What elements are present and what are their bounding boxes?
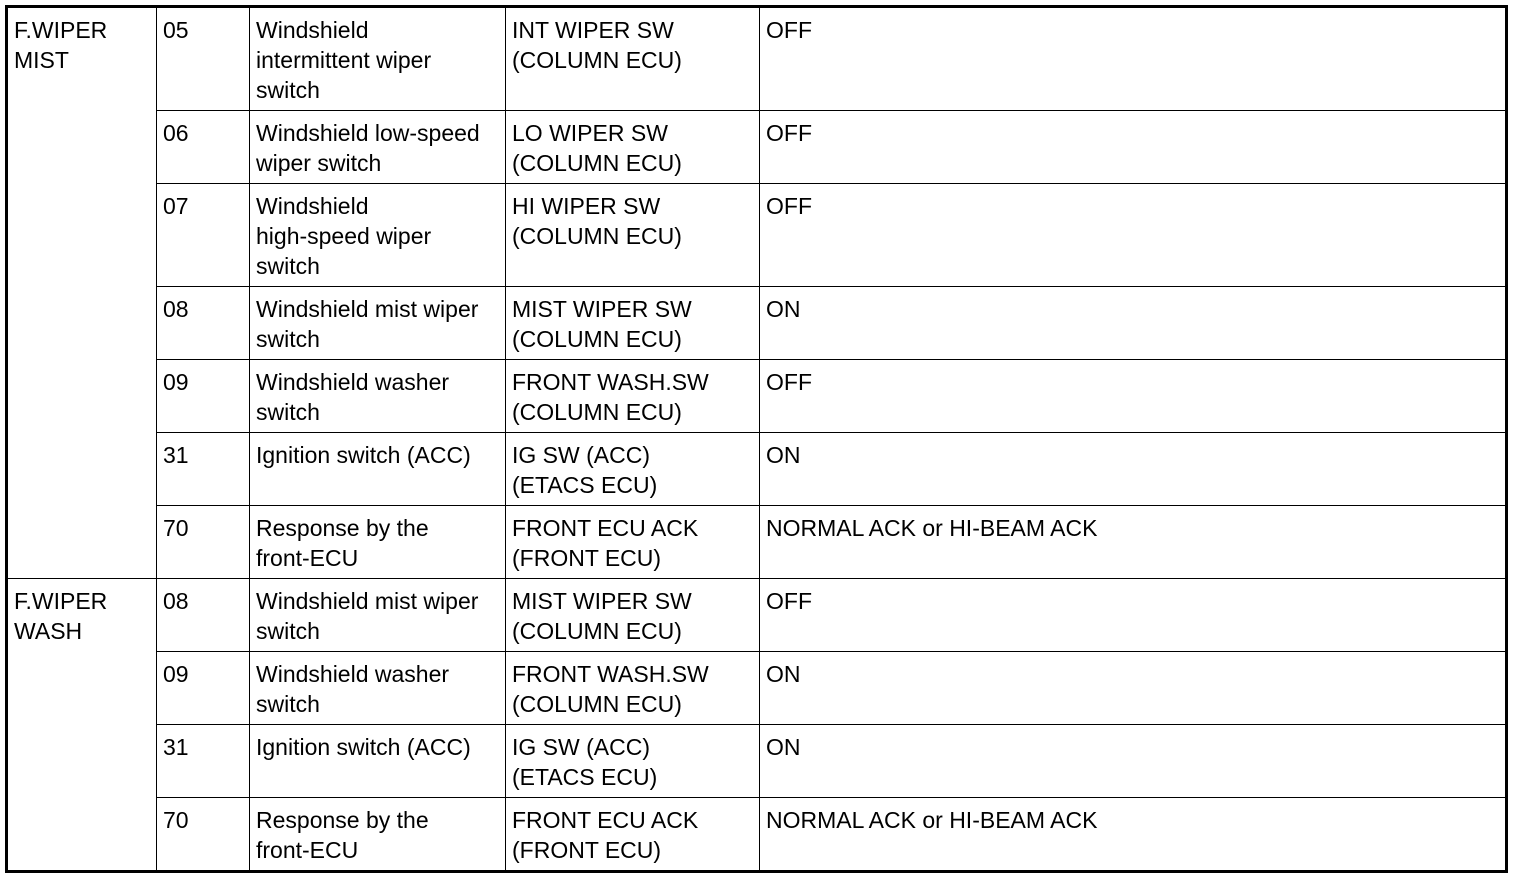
- check-item-line: Ignition switch (ACC): [256, 734, 471, 760]
- signal-line: (COLUMN ECU): [512, 223, 682, 249]
- group-label-line: F.WIPER: [14, 17, 108, 43]
- item-number: 06: [157, 111, 250, 184]
- group-label-line: F.WIPER: [14, 588, 108, 614]
- signal-line: (COLUMN ECU): [512, 47, 682, 73]
- check-item-line: Response by the: [256, 807, 429, 833]
- signal-name: [506, 111, 760, 184]
- check-item-line: Windshield: [256, 193, 369, 219]
- check-item-line: Windshield low-speed: [256, 120, 480, 146]
- check-item-line: Ignition switch (ACC): [256, 442, 471, 468]
- check-item: [250, 725, 506, 798]
- signal-line: FRONT WASH.SW: [512, 661, 709, 687]
- check-item: [250, 111, 506, 184]
- check-item-line: Windshield: [256, 17, 369, 43]
- table-row: [7, 111, 1507, 184]
- table-row: [7, 506, 1507, 579]
- signal-line: (COLUMN ECU): [512, 399, 682, 425]
- signal-line: (FRONT ECU): [512, 545, 662, 571]
- signal-line: (COLUMN ECU): [512, 326, 682, 352]
- check-item: [250, 579, 506, 652]
- table-row: [7, 725, 1507, 798]
- item-number: 09: [157, 652, 250, 725]
- group-label-cell: [7, 7, 157, 579]
- signal-line: (COLUMN ECU): [512, 150, 682, 176]
- normal-value: OFF: [760, 7, 1507, 111]
- signal-line: INT WIPER SW: [512, 17, 674, 43]
- item-number: 31: [157, 433, 250, 506]
- item-number: 70: [157, 506, 250, 579]
- check-item-line: front-ECU: [256, 837, 359, 863]
- signal-name: [506, 360, 760, 433]
- signal-line: (COLUMN ECU): [512, 618, 682, 644]
- check-item-line: wiper switch: [256, 150, 382, 176]
- check-item-line: switch: [256, 326, 320, 352]
- signal-line: (ETACS ECU): [512, 472, 658, 498]
- check-item: [250, 7, 506, 111]
- group-label-line: MIST: [14, 47, 69, 73]
- item-number: 08: [157, 287, 250, 360]
- check-item-line: Windshield washer: [256, 369, 450, 395]
- signal-line: FRONT WASH.SW: [512, 369, 709, 395]
- check-item-line: front-ECU: [256, 545, 359, 571]
- signal-line: (ETACS ECU): [512, 764, 658, 790]
- check-item: [250, 652, 506, 725]
- normal-value: NORMAL ACK or HI-BEAM ACK: [760, 798, 1507, 872]
- normal-value: ON: [760, 652, 1507, 725]
- normal-value: OFF: [760, 184, 1507, 287]
- service-data-table: [5, 5, 1508, 873]
- check-item-line: switch: [256, 618, 320, 644]
- group-label-line: WASH: [14, 618, 83, 644]
- normal-value: OFF: [760, 111, 1507, 184]
- signal-line: IG SW (ACC): [512, 734, 650, 760]
- check-item: [250, 798, 506, 872]
- signal-name: [506, 433, 760, 506]
- normal-value: ON: [760, 433, 1507, 506]
- signal-name: [506, 725, 760, 798]
- normal-value: ON: [760, 725, 1507, 798]
- signal-name: [506, 7, 760, 111]
- signal-line: LO WIPER SW: [512, 120, 668, 146]
- table-row: [7, 433, 1507, 506]
- check-item: [250, 360, 506, 433]
- table-row: [7, 360, 1507, 433]
- signal-line: IG SW (ACC): [512, 442, 650, 468]
- signal-name: [506, 798, 760, 872]
- item-number: 31: [157, 725, 250, 798]
- signal-line: HI WIPER SW: [512, 193, 661, 219]
- check-item: [250, 287, 506, 360]
- group-label-cell: [7, 579, 157, 872]
- check-item-line: switch: [256, 77, 320, 103]
- check-item-line: switch: [256, 691, 320, 717]
- signal-line: (COLUMN ECU): [512, 691, 682, 717]
- signal-name: [506, 652, 760, 725]
- table-row: [7, 7, 1507, 111]
- check-item-line: Response by the: [256, 515, 429, 541]
- check-item-line: Windshield washer: [256, 661, 450, 687]
- normal-value: NORMAL ACK or HI-BEAM ACK: [760, 506, 1507, 579]
- item-number: 09: [157, 360, 250, 433]
- signal-line: MIST WIPER SW: [512, 296, 692, 322]
- check-item-line: high-speed wiper: [256, 223, 432, 249]
- signal-name: [506, 506, 760, 579]
- normal-value: ON: [760, 287, 1507, 360]
- signal-line: FRONT ECU ACK: [512, 515, 699, 541]
- check-item-line: switch: [256, 399, 320, 425]
- check-item-line: switch: [256, 253, 320, 279]
- normal-value: OFF: [760, 360, 1507, 433]
- signal-name: [506, 184, 760, 287]
- item-number: 70: [157, 798, 250, 872]
- item-number: 05: [157, 7, 250, 111]
- check-item-line: intermittent wiper: [256, 47, 432, 73]
- check-item: [250, 184, 506, 287]
- signal-name: [506, 287, 760, 360]
- check-item-line: Windshield mist wiper: [256, 296, 479, 322]
- table-row: [7, 287, 1507, 360]
- normal-value: OFF: [760, 579, 1507, 652]
- signal-name: [506, 579, 760, 652]
- item-number: 07: [157, 184, 250, 287]
- item-number: 08: [157, 579, 250, 652]
- signal-line: FRONT ECU ACK: [512, 807, 699, 833]
- check-item: [250, 506, 506, 579]
- signal-line: MIST WIPER SW: [512, 588, 692, 614]
- signal-line: (FRONT ECU): [512, 837, 662, 863]
- check-item-line: Windshield mist wiper: [256, 588, 479, 614]
- table-row: [7, 798, 1507, 872]
- table-row: [7, 579, 1507, 652]
- check-item: [250, 433, 506, 506]
- table-row: [7, 652, 1507, 725]
- table-row: [7, 184, 1507, 287]
